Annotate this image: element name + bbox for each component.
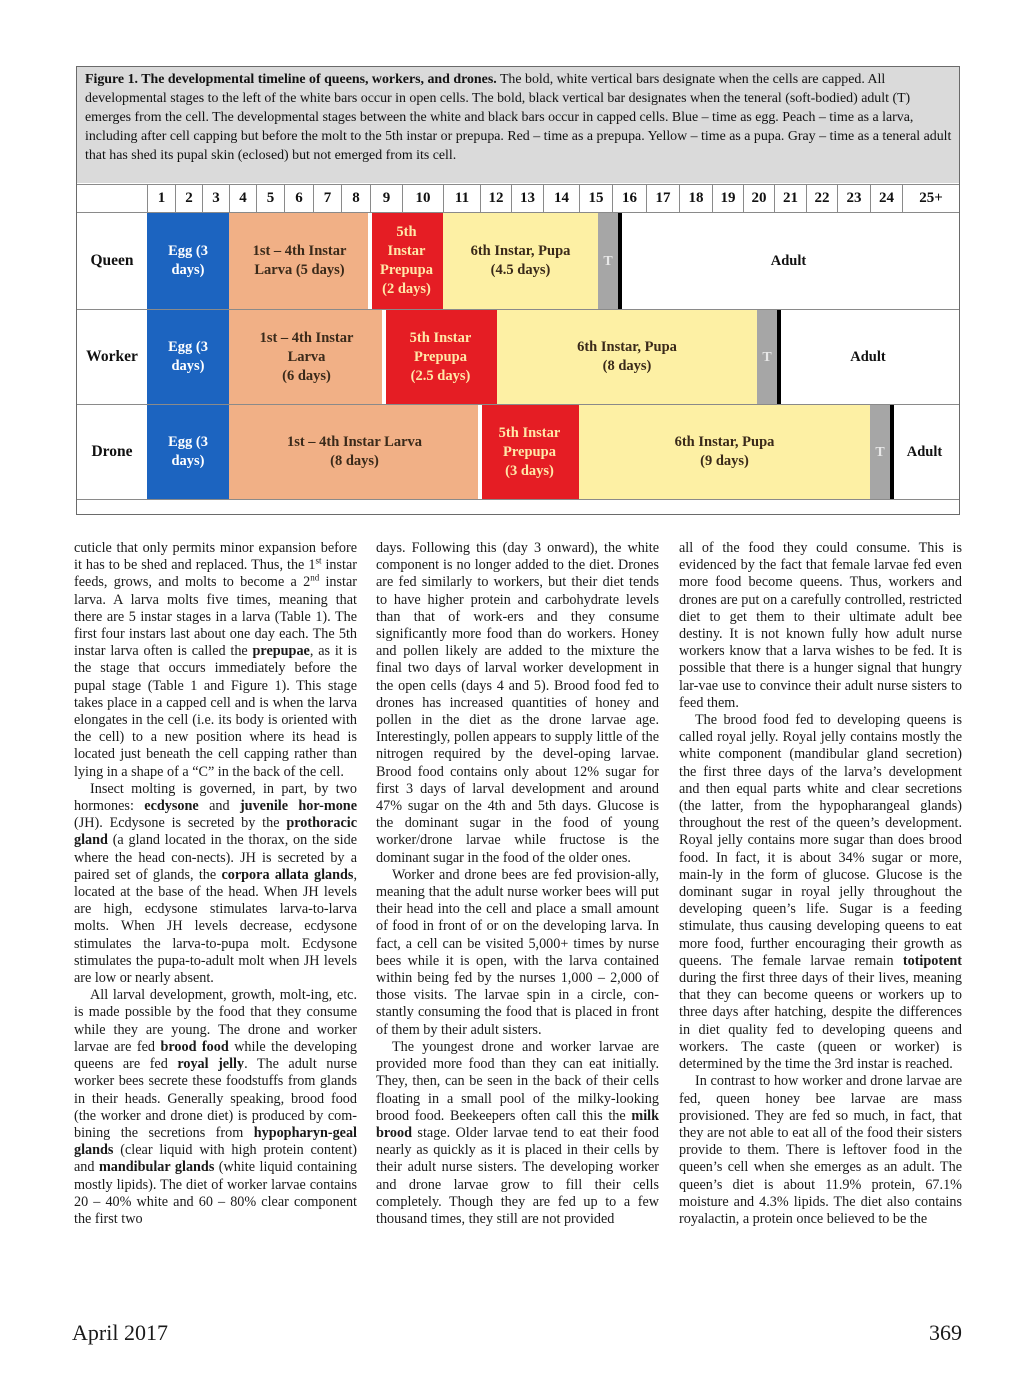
text-run: , located at the base of the head. When JH levels are high, ecdysone stimulates larva-to-larva molts. When JH levels decrease, ecdysone stimulates the larva-to-pupa molt. Ecdysone stimulates the pupa-to-adult molt when JH levels are low or nearly absent. (74, 866, 358, 987)
white-bar-queen (368, 213, 372, 309)
day-header-12: 12 (480, 184, 511, 212)
day-header-14: 14 (543, 184, 579, 212)
segment-queen-adult: Adult (618, 213, 959, 309)
day-header-1: 1 (147, 184, 175, 212)
segment-queen-larva: 1st – 4th Instar Larva (5 days) (229, 213, 370, 309)
text-run: (clear liquid with high protein content) and (74, 1142, 357, 1176)
text-run: instar larva. A larva molts five times, meaning that there are 5 instar stages in a larva (Table 1). The first four instars last about one day each. The 5th instar larva often is called the (74, 574, 357, 660)
day-header-4: 4 (229, 184, 256, 212)
bold-term: brood food (160, 1038, 229, 1055)
segment-drone-teneral: T (870, 405, 890, 499)
bold-term: juvenile hor-mone (239, 798, 357, 815)
text-run: (white liquid containing mostly lipids). The diet of worker larvae contains 20 – 40% white and 60 – 80% clear component the first two (74, 1159, 357, 1227)
figure-caption-title: Figure 1. The developmental timeline of queens, workers, and drones. (85, 72, 497, 87)
text-run: , as it is the stage that occurs immediately before the pupal stage (Table 1 and Figure 1). This stage takes place in a capped cell and is when the larva elongates in the cell (i.e. its body is oriented with the cell) to a new position where its head is located just beneath the cell capping rather than lying in a shape of a “C” in the back of the cell. (74, 643, 357, 780)
paragraph (679, 540, 962, 712)
black-bar-drone (890, 405, 894, 499)
text-run: during the first three days of their lives, meaning that they can become queens or workers up to three days after hatching, despite the differences in diet quality fed to developing queens and workers. The caste (queen or worker) is determined by the time the 3rd instar is reached. (679, 970, 962, 1073)
paragraph (679, 1073, 962, 1228)
bold-term: mandibular glands (98, 1159, 215, 1176)
text-run: while the developing queens are fed (74, 1038, 357, 1073)
bold-term: prothoracic gland (74, 815, 357, 849)
day-header-10: 10 (402, 184, 443, 212)
segment-drone-pupa: 6th Instar, Pupa (9 days) (579, 405, 870, 499)
bold-term: milk brood (376, 1107, 659, 1141)
text-run: (a gland located in the thorax, on the side where the head con-nects). JH is secreted by a paired set of glands, the (74, 832, 357, 883)
footer-date: April 2017 (72, 1320, 168, 1345)
figure-caption (77, 67, 960, 183)
day-header-21: 21 (774, 184, 806, 212)
segment-queen-prepupa: 5th Instar Prepupa (2 days) (370, 213, 443, 309)
day-header-3: 3 (202, 184, 229, 212)
day-header-8: 8 (341, 184, 370, 212)
day-header-24: 24 (870, 184, 902, 212)
day-header-11: 11 (443, 184, 480, 212)
bold-term: totipotent (902, 952, 962, 969)
text-run: Insect molting is governed, in part, by two hormones: (74, 780, 357, 815)
day-header-22: 22 (806, 184, 837, 212)
text-run: The brood food fed to developing queens is called royal jelly. Royal jelly contains mostly the white component (mandibular gland secretion) the first three days of the larva’s development and then equal parts white and clear secretions (the latter, from the hypopharangeal glands) throughout the rest of the queen’s development. Royal jelly contains more sugar than does brood food. In fact, it is about 34% sugar or more, main-ly in the form of glucose. Glucose is the dominant sugar in royal jelly throughout the developing queen’s life. Sugar is a feeding stimulate, thus causing developing queens to eat more food, further encouraging their growth as queens. The female larvae remain (679, 712, 962, 969)
segment-worker-teneral: T (757, 310, 777, 404)
text-column-1 (74, 540, 357, 1228)
day-header-18: 18 (679, 184, 712, 212)
segment-drone-prepupa: 5th Instar Prepupa (3 days) (480, 405, 579, 499)
day-header-20: 20 (743, 184, 774, 212)
text-run: and (198, 798, 240, 815)
segment-drone-egg: Egg (3 days) (147, 405, 229, 499)
segment-queen-teneral: T (598, 213, 618, 309)
paragraph (376, 540, 659, 867)
day-header-2: 2 (175, 184, 202, 212)
page-number: 369 (929, 1320, 962, 1345)
paragraph (74, 781, 357, 987)
figure-1 (76, 66, 960, 515)
segment-worker-prepupa: 5th Instar Prepupa (2.5 days) (384, 310, 497, 404)
day-header-16: 16 (612, 184, 646, 212)
segment-drone-larva: 1st – 4th Instar Larva (8 days) (229, 405, 480, 499)
segment-queen-egg: Egg (3 days) (147, 213, 229, 309)
segment-worker-larva: 1st – 4th Instar Larva (6 days) (229, 310, 384, 404)
paragraph (376, 867, 659, 1039)
paragraph (74, 987, 357, 1228)
day-header-9: 9 (370, 184, 402, 212)
text-run: In contrast to how worker and drone larvae are fed, queen honey bee larvae are mass provisioned. They are fed so much, in fact, that they are not able to eat all of the food their sisters provide to them. There is leftover food in the queen’s cell when she emerges as an adult. The queen’s diet is about 11.9% protein, 67.1% moisture and 4.3% lipids. The diet also contains royalactin, a protein once believed to be the (679, 1073, 962, 1227)
text-run: days. Following this (day 3 onward), the white component is no longer added to the diet. Drones are fed similarly to workers, but their diet tends to have higher protein and carbohydrate levels than that of work-ers and they consume significantly more food than do workers. Honey and pollen likely are added to the mixture the final two days of larval worker development in the open cells (days 4 and 5). Brood food fed to drones has increased quantities of honey and pollen in the diet as the drone larvae age. Interestingly, pollen appears to supply little of the nitrogen required by the devel-oping larvae. Brood food contains only about 12% sugar for first 3 days of larval development and around 47% sugar on the 4th and 5th days. Glucose is the dominant sugar in the food of young worker/drone larvae while fructose is the dominant sugar in the food of the older ones. (376, 540, 659, 866)
segment-worker-egg: Egg (3 days) (147, 310, 229, 404)
day-header-5: 5 (256, 184, 284, 212)
row-label-worker: Worker (77, 310, 147, 404)
bold-term: prepupae (252, 643, 310, 660)
bold-term: corpora allata glands (221, 866, 354, 883)
segment-worker-adult: Adult (777, 310, 959, 404)
black-bar-worker (777, 310, 781, 404)
white-bar-drone (478, 405, 482, 499)
paragraph (679, 712, 962, 1073)
text-run: Worker and drone bees are fed provision-ally, meaning that the adult nurse worker bees will put their head into the cell and place a small amount of food in front of or on the developing larva. In fact, a cell can be visited 5,000+ times by nurse bees while it is open, with the larva contained within being fed by the nurses 1,000 – 2,000 of those visits. The larvae spin in a circle, con-stantly consuming the food that is placed in front of them by their adult sisters. (376, 866, 659, 1038)
text-column-2 (376, 540, 659, 1228)
day-header-17: 17 (646, 184, 679, 212)
text-run: cuticle that only permits minor expansion before it has to be shed and replaced. Thus, the 1 (74, 540, 357, 574)
text-column-3 (679, 540, 962, 1228)
row-line-2 (77, 499, 960, 500)
bold-term: hypopharyn-geal glands (74, 1124, 357, 1159)
text-run: instar feeds, grows, and molts to become a 2 (74, 557, 357, 591)
text-run: (JH). Ecdysone is secreted by the (74, 815, 287, 832)
day-header-6: 6 (284, 184, 313, 212)
superscript: st (315, 555, 322, 566)
text-run: . The adult nurse worker bees secrete these foodstuffs from glands in their heads. Generally speaking, brood food (the worker and drone diet) is produced by com-bining the secretions from (74, 1056, 357, 1141)
bold-term: ecdysone (144, 798, 199, 815)
day-header-23: 23 (837, 184, 870, 212)
figure-caption-body: The bold, white vertical bars designate when the cells are capped. All developmental stages to the left of the white bars occur in open cells. The bold, black vertical bar designates when the teneral (soft-bodied) adult (T) emerges from the cell. The developmental stages between the white and black bars occur in capped cells. Blue – time as egg. Peach – time as a larva, including after cell capping but before the molt to the 5th instar or prepupa. Red – time as a prepupa. Yellow – time as a pupa. Gray – time as a teneral adult that has shed its pupal skin (eclosed) but not emerged from its cell. (85, 72, 952, 163)
paragraph (74, 540, 357, 781)
day-header-25: 25+ (902, 184, 959, 212)
day-header-13: 13 (511, 184, 543, 212)
day-header-7: 7 (313, 184, 341, 212)
text-run: all of the food they could consume. This is evidenced by the fact that female larvae fed even more food become queens. Thus, workers and drones are put on a carefully controlled, restricted diet to get them to their ultimate adult bee destiny. It is not known fully how adult nurse workers know that a larva wishes to be fed. It is possible that there is a hunger signal that hungry lar-vae use to convince their adult nurse sisters to feed them. (679, 540, 962, 711)
bold-term: royal jelly (177, 1056, 245, 1073)
paragraph (376, 1039, 659, 1228)
white-bar-worker (382, 310, 386, 404)
segment-worker-pupa: 6th Instar, Pupa (8 days) (497, 310, 757, 404)
text-run: All larval development, growth, molt-ing, etc. is made possible by the food that they consume while they are young. The drone and worker larvae are fed (74, 987, 357, 1055)
text-run: stage. Older larvae tend to eat their food nearly as quickly as it is placed in their cells by their adult nurse sisters. The developing worker and drone larvae grow to fill their cells completely. Though they are fed up to a few thousand times, they still are not provided (376, 1124, 659, 1227)
day-header-15: 15 (579, 184, 612, 212)
row-label-queen: Queen (77, 213, 147, 309)
day-header-19: 19 (712, 184, 743, 212)
segment-queen-pupa: 6th Instar, Pupa (4.5 days) (443, 213, 598, 309)
row-label-drone: Drone (77, 405, 147, 499)
superscript: nd (310, 572, 320, 583)
black-bar-queen (618, 213, 622, 309)
day-header-blank (77, 184, 147, 212)
text-run: The youngest drone and worker larvae are provided more food than they can eat initially. They, then, can be seen in the back of their cells floating in a small pool of the milky-looking brood food. Beekeepers often call this the (376, 1038, 659, 1124)
segment-drone-adult: Adult (890, 405, 959, 499)
header-line (77, 184, 960, 185)
